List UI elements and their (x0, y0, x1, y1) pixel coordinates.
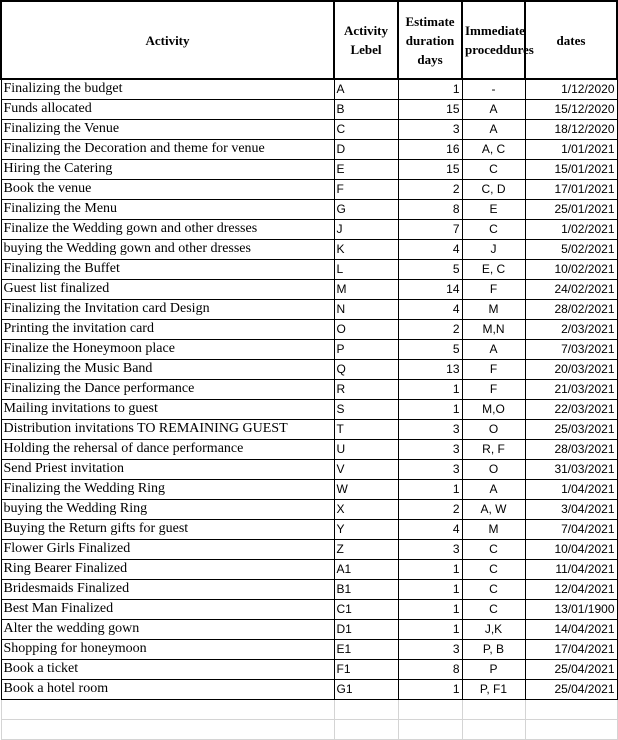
table-row (1, 539, 617, 559)
label-cell[interactable]: C (334, 119, 398, 139)
date-cell[interactable]: 17/01/2021 (525, 179, 617, 199)
date-cell[interactable]: 14/04/2021 (525, 619, 617, 639)
table-row (1, 99, 617, 119)
label-cell[interactable]: K (334, 239, 398, 259)
table-row (1, 239, 617, 259)
label-cell[interactable]: Y (334, 519, 398, 539)
date-cell[interactable]: 1/12/2020 (525, 79, 617, 99)
activity-cell[interactable]: Finalize the Honeymoon place (1, 339, 334, 359)
table-row (1, 339, 617, 359)
activity-cell[interactable]: Holding the rehersal of dance performance (1, 439, 334, 459)
label-cell[interactable]: G (334, 199, 398, 219)
empty-cell[interactable] (1, 699, 334, 719)
header-dates[interactable]: dates (525, 1, 617, 79)
activity-cell[interactable]: Ring Bearer Finalized (1, 559, 334, 579)
label-cell[interactable]: R (334, 379, 398, 399)
empty-cell[interactable] (398, 719, 462, 739)
duration-cell[interactable]: 3 (398, 539, 462, 559)
label-cell[interactable]: W (334, 479, 398, 499)
duration-cell[interactable]: 16 (398, 139, 462, 159)
activity-cell[interactable]: Funds allocated (1, 99, 334, 119)
duration-cell[interactable]: 15 (398, 99, 462, 119)
date-cell[interactable]: 24/02/2021 (525, 279, 617, 299)
empty-cell[interactable] (462, 699, 525, 719)
activity-cell[interactable]: buying the Wedding gown and other dresses (1, 239, 334, 259)
empty-cell[interactable] (525, 699, 617, 719)
activity-cell[interactable]: Finalizing the Menu (1, 199, 334, 219)
label-cell[interactable]: B (334, 99, 398, 119)
predecessor-cell[interactable]: A (462, 339, 525, 359)
label-cell[interactable]: F1 (334, 659, 398, 679)
activity-cell[interactable]: Send Priest invitation (1, 459, 334, 479)
date-cell[interactable]: 25/04/2021 (525, 659, 617, 679)
date-cell[interactable]: 10/04/2021 (525, 539, 617, 559)
date-cell[interactable]: 1/01/2021 (525, 139, 617, 159)
label-cell[interactable]: M (334, 279, 398, 299)
activity-cell[interactable]: Finalizing the Music Band (1, 359, 334, 379)
predecessor-cell[interactable]: F (462, 279, 525, 299)
empty-cell[interactable] (334, 719, 398, 739)
empty-cell[interactable] (462, 719, 525, 739)
activity-cell[interactable]: Guest list finalized (1, 279, 334, 299)
label-cell[interactable]: A1 (334, 559, 398, 579)
table-row (1, 139, 617, 159)
date-cell[interactable]: 18/12/2020 (525, 119, 617, 139)
duration-cell[interactable]: 1 (398, 479, 462, 499)
duration-cell[interactable]: 1 (398, 619, 462, 639)
empty-cell[interactable] (398, 699, 462, 719)
duration-cell[interactable]: 1 (398, 599, 462, 619)
table-row (1, 219, 617, 239)
date-cell[interactable]: 21/03/2021 (525, 379, 617, 399)
duration-cell[interactable]: 5 (398, 339, 462, 359)
duration-cell[interactable]: 15 (398, 159, 462, 179)
predecessor-cell[interactable]: - (462, 79, 525, 99)
duration-cell[interactable]: 3 (398, 639, 462, 659)
date-cell[interactable]: 15/12/2020 (525, 99, 617, 119)
predecessor-cell[interactable]: F (462, 379, 525, 399)
date-cell[interactable]: 5/02/2021 (525, 239, 617, 259)
label-cell[interactable]: S (334, 399, 398, 419)
activity-cell[interactable]: Distribution invitations TO REMAINING GUEST (1, 419, 334, 439)
date-cell[interactable]: 1/04/2021 (525, 479, 617, 499)
date-cell[interactable]: 1/02/2021 (525, 219, 617, 239)
label-cell[interactable]: Z (334, 539, 398, 559)
label-cell[interactable]: G1 (334, 679, 398, 699)
predecessor-cell[interactable]: A (462, 479, 525, 499)
date-cell[interactable]: 31/03/2021 (525, 459, 617, 479)
header-duration[interactable]: Estimate duration days (398, 1, 462, 79)
predecessor-cell[interactable]: C (462, 579, 525, 599)
label-cell[interactable]: A (334, 79, 398, 99)
table-row (1, 119, 617, 139)
activity-cell[interactable]: Finalize the Wedding gown and other dresses (1, 219, 334, 239)
date-cell[interactable]: 11/04/2021 (525, 559, 617, 579)
header-predecessors[interactable]: Immediate proceddures (462, 1, 525, 79)
predecessor-cell[interactable]: C (462, 539, 525, 559)
date-cell[interactable]: 13/01/1900 (525, 599, 617, 619)
date-cell[interactable]: 15/01/2021 (525, 159, 617, 179)
predecessor-cell[interactable]: O (462, 459, 525, 479)
label-cell[interactable]: C1 (334, 599, 398, 619)
predecessor-cell[interactable]: C (462, 219, 525, 239)
duration-cell[interactable]: 3 (398, 459, 462, 479)
duration-cell[interactable]: 1 (398, 379, 462, 399)
table-row (1, 659, 617, 679)
predecessor-cell[interactable]: O (462, 419, 525, 439)
date-cell[interactable]: 25/03/2021 (525, 419, 617, 439)
table-row (1, 559, 617, 579)
table-body (1, 79, 617, 739)
date-cell[interactable]: 28/02/2021 (525, 299, 617, 319)
duration-cell[interactable]: 4 (398, 239, 462, 259)
activity-cell[interactable]: Book a ticket (1, 659, 334, 679)
duration-cell[interactable]: 2 (398, 499, 462, 519)
table-row (1, 399, 617, 419)
table-row (1, 579, 617, 599)
table-row (1, 79, 617, 99)
duration-cell[interactable]: 2 (398, 179, 462, 199)
predecessor-cell[interactable]: A (462, 99, 525, 119)
activity-cell[interactable]: Mailing invitations to guest (1, 399, 334, 419)
activity-cell[interactable]: Shopping for honeymoon (1, 639, 334, 659)
empty-cell[interactable] (1, 719, 334, 739)
duration-cell[interactable]: 2 (398, 319, 462, 339)
date-cell[interactable]: 7/04/2021 (525, 519, 617, 539)
table-row (1, 479, 617, 499)
label-cell[interactable]: F (334, 179, 398, 199)
duration-cell[interactable]: 7 (398, 219, 462, 239)
predecessor-cell[interactable]: R, F (462, 439, 525, 459)
label-cell[interactable]: N (334, 299, 398, 319)
predecessor-cell[interactable]: F (462, 359, 525, 379)
label-cell[interactable]: P (334, 339, 398, 359)
activity-cell[interactable]: Best Man Finalized (1, 599, 334, 619)
predecessor-cell[interactable]: C, D (462, 179, 525, 199)
duration-cell[interactable]: 3 (398, 119, 462, 139)
label-cell[interactable]: L (334, 259, 398, 279)
empty-row (1, 699, 617, 719)
activity-cell[interactable]: Finalizing the Buffet (1, 259, 334, 279)
predecessor-cell[interactable]: C (462, 559, 525, 579)
table-row (1, 599, 617, 619)
table-row (1, 419, 617, 439)
duration-cell[interactable]: 13 (398, 359, 462, 379)
table-row (1, 439, 617, 459)
label-cell[interactable]: E (334, 159, 398, 179)
predecessor-cell[interactable]: A (462, 119, 525, 139)
label-cell[interactable]: V (334, 459, 398, 479)
table-row (1, 679, 617, 699)
date-cell[interactable]: 17/04/2021 (525, 639, 617, 659)
duration-cell[interactable]: 8 (398, 199, 462, 219)
predecessor-cell[interactable]: P, F1 (462, 679, 525, 699)
predecessor-cell[interactable]: A, W (462, 499, 525, 519)
table-row (1, 279, 617, 299)
predecessor-cell[interactable]: A, C (462, 139, 525, 159)
table-row (1, 499, 617, 519)
predecessor-cell[interactable]: M,O (462, 399, 525, 419)
predecessor-cell[interactable]: M (462, 299, 525, 319)
activity-cell[interactable]: Flower Girls Finalized (1, 539, 334, 559)
label-cell[interactable]: Q (334, 359, 398, 379)
label-cell[interactable]: U (334, 439, 398, 459)
header-activity-label[interactable]: Activity Lebel (334, 1, 398, 79)
predecessor-cell[interactable]: M (462, 519, 525, 539)
duration-cell[interactable]: 3 (398, 419, 462, 439)
label-cell[interactable]: D (334, 139, 398, 159)
empty-cell[interactable] (525, 719, 617, 739)
duration-cell[interactable]: 3 (398, 439, 462, 459)
table-row (1, 379, 617, 399)
label-cell[interactable]: J (334, 219, 398, 239)
duration-cell[interactable]: 1 (398, 399, 462, 419)
activity-cell[interactable]: Book a hotel room (1, 679, 334, 699)
predecessor-cell[interactable]: C (462, 599, 525, 619)
duration-cell[interactable]: 8 (398, 659, 462, 679)
date-cell[interactable]: 28/03/2021 (525, 439, 617, 459)
predecessor-cell[interactable]: M,N (462, 319, 525, 339)
table-row (1, 299, 617, 319)
duration-cell[interactable]: 1 (398, 79, 462, 99)
predecessor-cell[interactable]: E, C (462, 259, 525, 279)
duration-cell[interactable]: 4 (398, 299, 462, 319)
label-cell[interactable]: X (334, 499, 398, 519)
table-row (1, 619, 617, 639)
date-cell[interactable]: 10/02/2021 (525, 259, 617, 279)
activity-cell[interactable]: Finalizing the Invitation card Design (1, 299, 334, 319)
date-cell[interactable]: 25/04/2021 (525, 679, 617, 699)
header-row (1, 1, 617, 79)
date-cell[interactable]: 12/04/2021 (525, 579, 617, 599)
activity-cell[interactable]: Finalizing the Decoration and theme for venue (1, 139, 334, 159)
date-cell[interactable]: 20/03/2021 (525, 359, 617, 379)
table-row (1, 259, 617, 279)
duration-cell[interactable]: 14 (398, 279, 462, 299)
date-cell[interactable]: 2/03/2021 (525, 319, 617, 339)
duration-cell[interactable]: 1 (398, 679, 462, 699)
predecessor-cell[interactable]: E (462, 199, 525, 219)
duration-cell[interactable]: 5 (398, 259, 462, 279)
activity-cell[interactable]: Printing the invitation card (1, 319, 334, 339)
activity-cell[interactable]: Finalizing the Venue (1, 119, 334, 139)
activity-cell[interactable]: Bridesmaids Finalized (1, 579, 334, 599)
empty-row (1, 719, 617, 739)
table-row (1, 319, 617, 339)
label-cell[interactable]: E1 (334, 639, 398, 659)
date-cell[interactable]: 3/04/2021 (525, 499, 617, 519)
label-cell[interactable]: D1 (334, 619, 398, 639)
label-cell[interactable]: T (334, 419, 398, 439)
predecessor-cell[interactable]: P (462, 659, 525, 679)
activity-cell[interactable]: Buying the Return gifts for guest (1, 519, 334, 539)
activity-cell[interactable]: Hiring the Catering (1, 159, 334, 179)
table-row (1, 459, 617, 479)
predecessor-cell[interactable]: C (462, 159, 525, 179)
empty-cell[interactable] (334, 699, 398, 719)
predecessor-cell[interactable]: J,K (462, 619, 525, 639)
table-row (1, 519, 617, 539)
duration-cell[interactable]: 1 (398, 579, 462, 599)
table-row (1, 359, 617, 379)
table-row (1, 179, 617, 199)
date-cell[interactable]: 25/01/2021 (525, 199, 617, 219)
label-cell[interactable]: B1 (334, 579, 398, 599)
label-cell[interactable]: O (334, 319, 398, 339)
activity-cell[interactable]: Finalizing the Dance performance (1, 379, 334, 399)
duration-cell[interactable]: 4 (398, 519, 462, 539)
table-row (1, 199, 617, 219)
table-row (1, 639, 617, 659)
activity-cell[interactable]: Finalizing the budget (1, 79, 334, 99)
duration-cell[interactable]: 1 (398, 559, 462, 579)
predecessor-cell[interactable]: J (462, 239, 525, 259)
activity-cell[interactable]: Finalizing the Wedding Ring (1, 479, 334, 499)
table-row (1, 159, 617, 179)
header-activity[interactable]: Activity (1, 1, 334, 79)
activity-cell[interactable]: Book the venue (1, 179, 334, 199)
date-cell[interactable]: 7/03/2021 (525, 339, 617, 359)
activity-cell[interactable]: buying the Wedding Ring (1, 499, 334, 519)
activity-cell[interactable]: Alter the wedding gown (1, 619, 334, 639)
date-cell[interactable]: 22/03/2021 (525, 399, 617, 419)
predecessor-cell[interactable]: P, B (462, 639, 525, 659)
